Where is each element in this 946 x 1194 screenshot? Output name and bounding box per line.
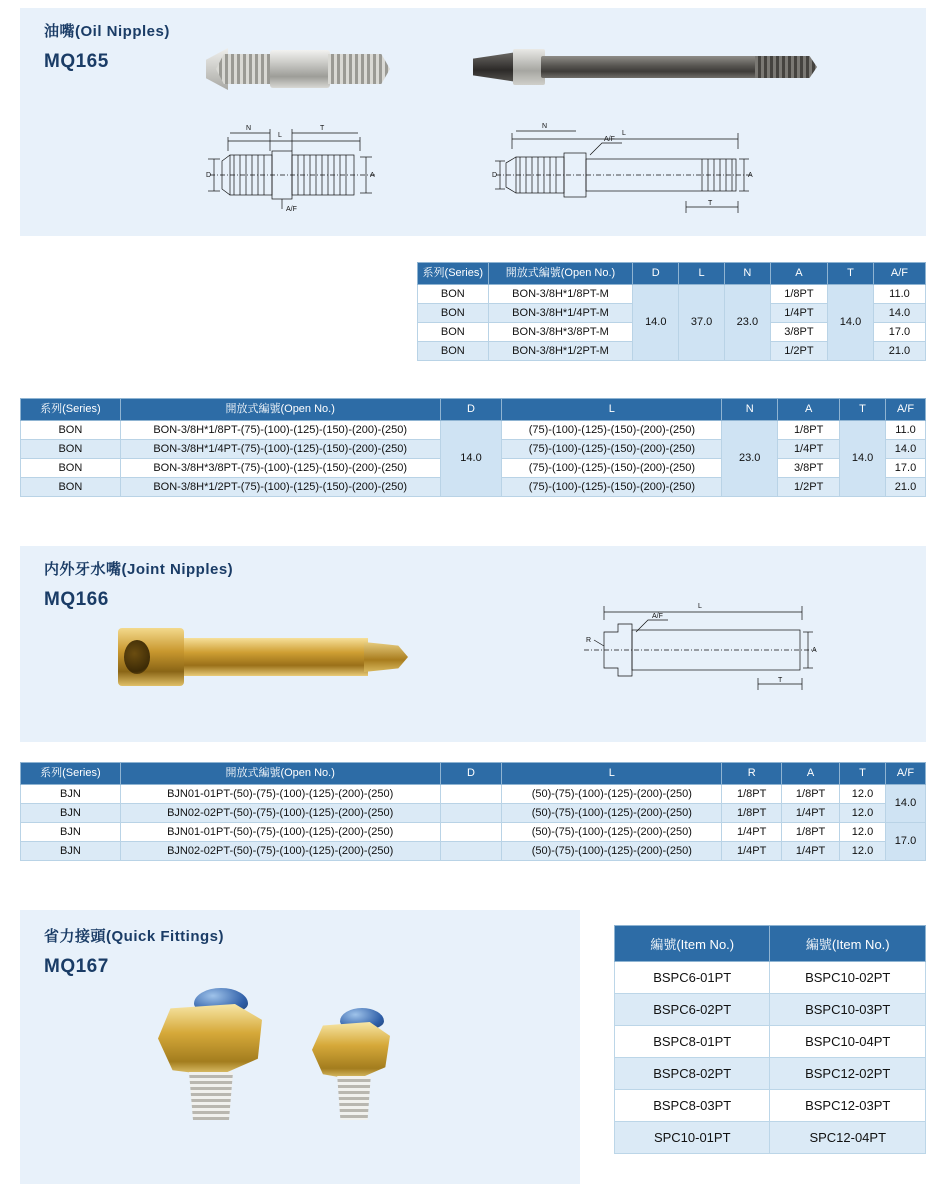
svg-text:N: N xyxy=(246,125,252,132)
table-row xyxy=(21,822,926,841)
col-item-no-right: 編號(Item No.) xyxy=(770,926,926,962)
cell-r: 1/4PT xyxy=(722,822,782,841)
svg-text:A/F: A/F xyxy=(604,136,615,143)
cell-t: 12.0 xyxy=(840,841,886,860)
cell-l: (75)-(100)-(125)-(150)-(200)-(250) xyxy=(502,439,722,458)
svg-text:D: D xyxy=(492,172,498,179)
photo-part-bore xyxy=(124,640,150,674)
photo-part-pipe xyxy=(541,56,757,78)
photo-part-thread xyxy=(186,1072,236,1120)
cell-af: 17.0 xyxy=(873,322,925,341)
cell-af: 14.0 xyxy=(885,784,925,822)
cell-a: 1/4PT xyxy=(782,841,840,860)
col-d: D xyxy=(440,399,502,421)
cell-t: 14.0 xyxy=(828,284,874,360)
photo-part-thread xyxy=(334,1076,374,1120)
cell-af: 11.0 xyxy=(873,284,925,303)
cell-af: 21.0 xyxy=(873,341,925,360)
photo-part-thread-left xyxy=(216,54,272,84)
cell-series: BON xyxy=(418,284,489,303)
spec-table-mq166 xyxy=(20,762,926,861)
cell-item-no: SPC10-01PT xyxy=(615,1122,770,1154)
cell-series: BON xyxy=(21,458,121,477)
cell-item-no: BSPC6-02PT xyxy=(615,994,770,1026)
svg-text:D: D xyxy=(206,172,212,179)
cell-item-no: BSPC8-02PT xyxy=(615,1058,770,1090)
section-code: MQ165 xyxy=(44,51,109,72)
table-row xyxy=(615,1090,926,1122)
cell-open-no: BON-3/8H*1/2PT-(75)-(100)-(125)-(150)-(200)-(250) xyxy=(120,477,440,496)
cell-n: 23.0 xyxy=(722,420,778,496)
section-code: MQ166 xyxy=(44,589,109,610)
cell-series: BON xyxy=(418,303,489,322)
cell-n: 23.0 xyxy=(724,284,770,360)
product-photo-quick-fitting-small xyxy=(300,1008,410,1138)
svg-text:A: A xyxy=(748,172,753,179)
cell-open-no: BON-3/8H*1/8PT-M xyxy=(488,284,633,303)
col-t: T xyxy=(840,399,886,421)
table-row xyxy=(615,1058,926,1090)
svg-text:T: T xyxy=(708,200,713,207)
photo-part-hex-body xyxy=(270,50,330,88)
cell-r: 1/4PT xyxy=(722,841,782,860)
svg-text:L: L xyxy=(698,603,702,610)
product-photo-oil-nipple-long xyxy=(455,34,825,104)
cell-r: 1/8PT xyxy=(722,803,782,822)
cell-open-no: BJN02-02PT-(50)-(75)-(100)-(125)-(200)-(250) xyxy=(120,803,440,822)
cell-a: 1/2PT xyxy=(778,477,840,496)
cell-t: 12.0 xyxy=(840,803,886,822)
table-row xyxy=(21,784,926,803)
photo-part-hex-body xyxy=(312,1022,390,1080)
cell-item-no: BSPC10-03PT xyxy=(770,994,926,1026)
col-open-no: 開放式編號(Open No.) xyxy=(488,263,633,285)
technical-drawing-mq166 xyxy=(570,590,840,700)
table-row xyxy=(21,803,926,822)
cell-open-no: BJN02-02PT-(50)-(75)-(100)-(125)-(200)-(250) xyxy=(120,841,440,860)
section-title-mq167 xyxy=(44,925,224,978)
svg-text:N: N xyxy=(542,123,548,130)
col-t: T xyxy=(840,763,886,785)
section-title-en: (Joint Nipples) xyxy=(121,561,234,578)
cell-l: (50)-(75)-(100)-(125)-(200)-(250) xyxy=(502,822,722,841)
col-series: 系列(Series) xyxy=(21,763,121,785)
col-a: A xyxy=(782,763,840,785)
cell-a: 1/8PT xyxy=(782,784,840,803)
cell-item-no: BSPC12-02PT xyxy=(770,1058,926,1090)
cell-series: BON xyxy=(418,322,489,341)
photo-part-cone xyxy=(473,52,517,82)
cell-l: (50)-(75)-(100)-(125)-(200)-(250) xyxy=(502,841,722,860)
col-n: N xyxy=(722,399,778,421)
table-header-row xyxy=(615,926,926,962)
product-photo-quick-fitting-large xyxy=(148,988,278,1138)
section-title-cn: 内外牙水嘴 xyxy=(44,561,122,578)
cell-d: 14.0 xyxy=(440,420,502,496)
section-code: MQ167 xyxy=(44,956,109,977)
svg-text:A: A xyxy=(812,647,817,654)
svg-text:A/F: A/F xyxy=(286,206,297,213)
col-n: N xyxy=(724,263,770,285)
col-l: L xyxy=(679,263,725,285)
col-d: D xyxy=(440,763,502,785)
cell-af: 14.0 xyxy=(886,439,926,458)
col-r: R xyxy=(722,763,782,785)
cell-open-no: BJN01-01PT-(50)-(75)-(100)-(125)-(200)-(250) xyxy=(120,784,440,803)
table-header-row xyxy=(21,399,926,421)
cell-l: (75)-(100)-(125)-(150)-(200)-(250) xyxy=(502,458,722,477)
section-title-mq166 xyxy=(44,558,233,611)
cell-a: 1/8PT xyxy=(778,420,840,439)
col-a: A xyxy=(778,399,840,421)
col-open-no: 開放式編號(Open No.) xyxy=(120,399,440,421)
svg-text:L: L xyxy=(278,132,282,139)
cell-af: 17.0 xyxy=(885,822,925,860)
col-t: T xyxy=(828,263,874,285)
cell-item-no: SPC12-04PT xyxy=(770,1122,926,1154)
cell-open-no: BON-3/8H*3/8PT-(75)-(100)-(125)-(150)-(200)-(250) xyxy=(120,458,440,477)
cell-series: BJN xyxy=(21,803,121,822)
cell-d xyxy=(440,803,502,822)
table-row xyxy=(615,962,926,994)
cell-af: 21.0 xyxy=(886,477,926,496)
cell-d xyxy=(440,784,502,803)
photo-part-shaft xyxy=(178,638,368,676)
cell-l: (50)-(75)-(100)-(125)-(200)-(250) xyxy=(502,803,722,822)
section-title-en: (Quick Fittings) xyxy=(106,928,225,945)
cell-a: 1/2PT xyxy=(770,341,827,360)
cell-a: 1/4PT xyxy=(782,803,840,822)
col-af: A/F xyxy=(886,399,926,421)
col-d: D xyxy=(633,263,679,285)
cell-series: BON xyxy=(21,439,121,458)
col-series: 系列(Series) xyxy=(418,263,489,285)
photo-part-tip xyxy=(364,642,408,672)
spec-table-mq165-short xyxy=(417,262,926,361)
table-row xyxy=(615,1026,926,1058)
col-af: A/F xyxy=(885,763,925,785)
cell-series: BJN xyxy=(21,822,121,841)
col-l: L xyxy=(502,399,722,421)
cell-item-no: BSPC10-04PT xyxy=(770,1026,926,1058)
section-title-cn: 省力接頭 xyxy=(44,928,107,945)
photo-part-thread-right xyxy=(328,54,390,84)
section-title-mq165 xyxy=(44,20,170,73)
cell-l: (75)-(100)-(125)-(150)-(200)-(250) xyxy=(502,477,722,496)
svg-text:A: A xyxy=(370,172,375,179)
col-item-no-left: 編號(Item No.) xyxy=(615,926,770,962)
cell-series: BON xyxy=(418,341,489,360)
svg-text:R: R xyxy=(586,637,592,644)
cell-a: 1/8PT xyxy=(782,822,840,841)
svg-text:L: L xyxy=(622,130,626,137)
spec-table-mq165-long xyxy=(20,398,926,497)
svg-text:T: T xyxy=(320,125,325,132)
cell-af: 11.0 xyxy=(886,420,926,439)
cell-item-no: BSPC8-01PT xyxy=(615,1026,770,1058)
table-header-row xyxy=(21,763,926,785)
cell-t: 14.0 xyxy=(840,420,886,496)
cell-l: (75)-(100)-(125)-(150)-(200)-(250) xyxy=(502,420,722,439)
photo-part-hex-body xyxy=(158,1004,262,1076)
cell-series: BJN xyxy=(21,841,121,860)
cell-a: 1/4PT xyxy=(778,439,840,458)
cell-t: 12.0 xyxy=(840,784,886,803)
section-title-cn: 油嘴 xyxy=(44,23,76,40)
cell-af: 14.0 xyxy=(873,303,925,322)
product-photo-joint-nipple xyxy=(118,616,408,702)
cell-item-no: BSPC10-02PT xyxy=(770,962,926,994)
svg-text:A/F: A/F xyxy=(652,613,663,620)
cell-r: 1/8PT xyxy=(722,784,782,803)
cell-d xyxy=(440,822,502,841)
section-title-en: (Oil Nipples) xyxy=(75,23,170,40)
cell-open-no: BON-3/8H*1/4PT-M xyxy=(488,303,633,322)
table-row xyxy=(21,420,926,439)
cell-item-no: BSPC12-03PT xyxy=(770,1090,926,1122)
cell-open-no: BON-3/8H*1/2PT-M xyxy=(488,341,633,360)
cell-t: 12.0 xyxy=(840,822,886,841)
col-open-no: 開放式編號(Open No.) xyxy=(120,763,440,785)
table-row xyxy=(21,841,926,860)
photo-part-thread-right xyxy=(755,56,817,78)
cell-item-no: BSPC6-01PT xyxy=(615,962,770,994)
cell-a: 1/8PT xyxy=(770,284,827,303)
svg-text:T: T xyxy=(778,677,783,684)
item-no-table-mq167 xyxy=(614,925,926,1154)
cell-d: 14.0 xyxy=(633,284,679,360)
cell-l: (50)-(75)-(100)-(125)-(200)-(250) xyxy=(502,784,722,803)
table-header-row xyxy=(418,263,926,285)
product-photo-oil-nipple-hex xyxy=(200,28,398,110)
technical-drawing-mq165-right xyxy=(490,112,800,224)
cell-open-no: BJN01-01PT-(50)-(75)-(100)-(125)-(200)-(250) xyxy=(120,822,440,841)
cell-item-no: BSPC8-03PT xyxy=(615,1090,770,1122)
col-series: 系列(Series) xyxy=(21,399,121,421)
cell-a: 3/8PT xyxy=(778,458,840,477)
cell-l: 37.0 xyxy=(679,284,725,360)
cell-series: BON xyxy=(21,420,121,439)
table-row xyxy=(615,1122,926,1154)
table-row xyxy=(418,284,926,303)
col-a: A xyxy=(770,263,827,285)
cell-a: 3/8PT xyxy=(770,322,827,341)
cell-open-no: BON-3/8H*3/8PT-M xyxy=(488,322,633,341)
cell-series: BON xyxy=(21,477,121,496)
technical-drawing-mq165-left xyxy=(200,115,390,225)
cell-series: BJN xyxy=(21,784,121,803)
cell-open-no: BON-3/8H*1/4PT-(75)-(100)-(125)-(150)-(200)-(250) xyxy=(120,439,440,458)
cell-af: 17.0 xyxy=(886,458,926,477)
cell-a: 1/4PT xyxy=(770,303,827,322)
col-l: L xyxy=(502,763,722,785)
col-af: A/F xyxy=(873,263,925,285)
cell-d xyxy=(440,841,502,860)
cell-open-no: BON-3/8H*1/8PT-(75)-(100)-(125)-(150)-(200)-(250) xyxy=(120,420,440,439)
table-row xyxy=(615,994,926,1026)
